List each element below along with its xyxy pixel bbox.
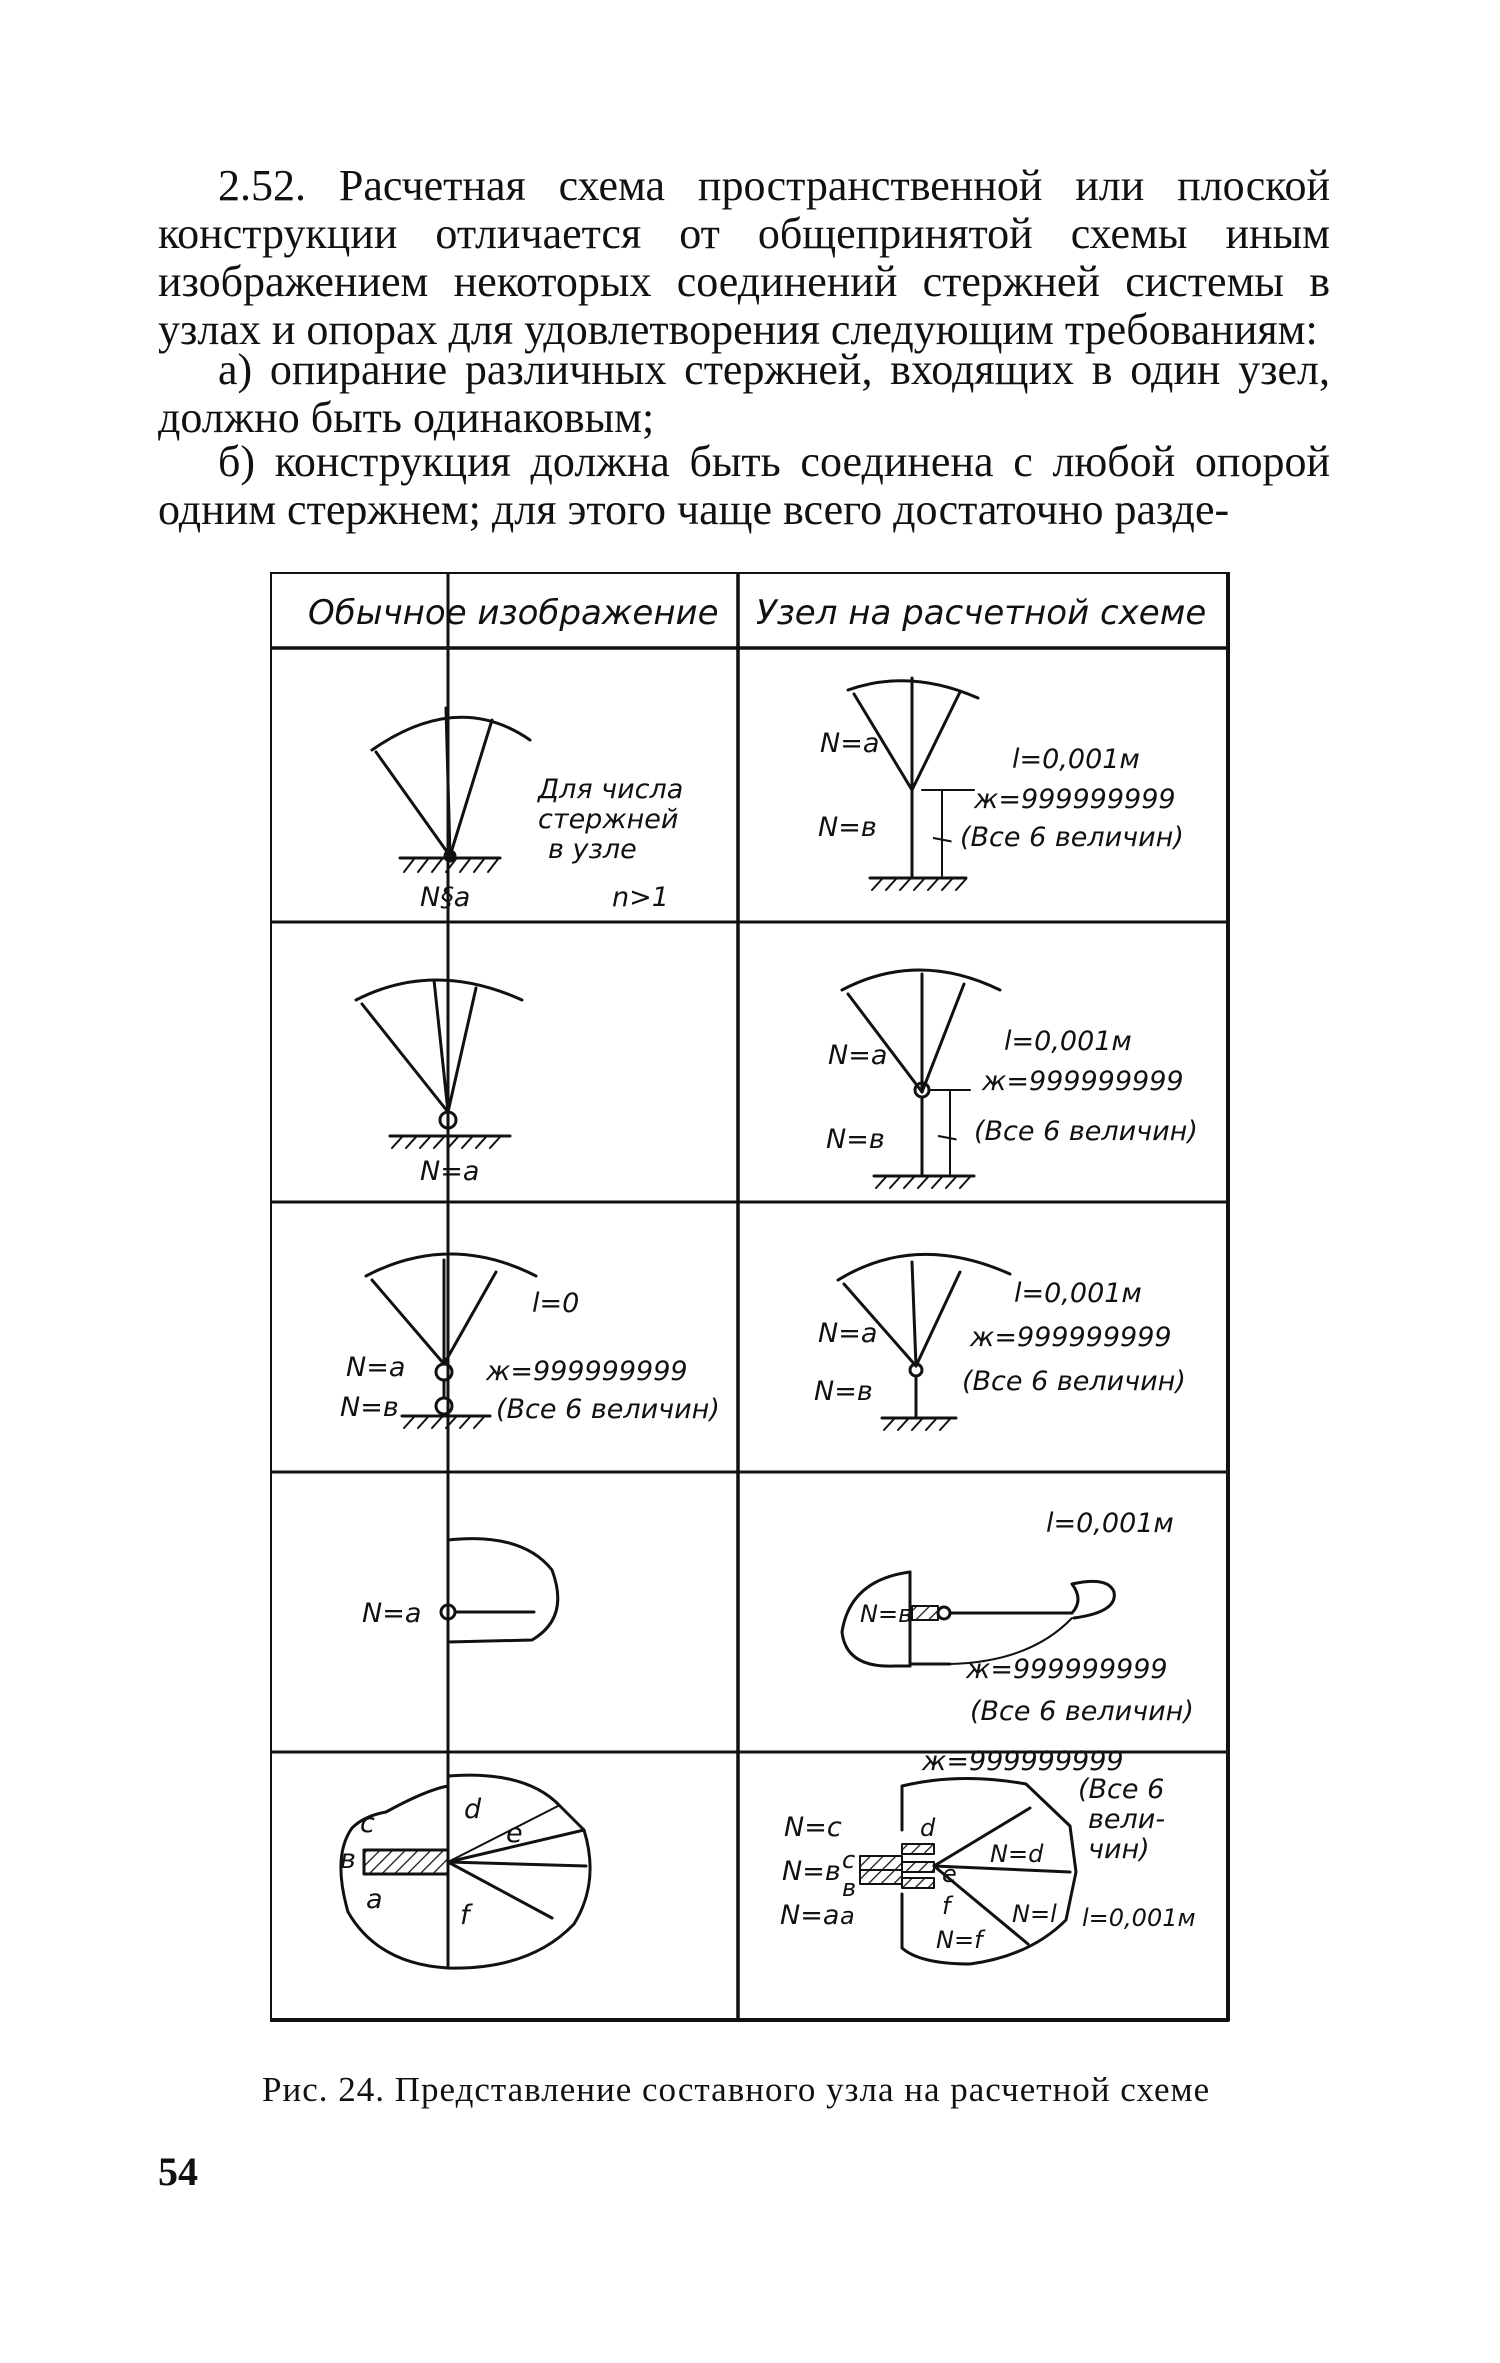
row5-left-c: c	[360, 1808, 375, 1839]
row3-left-zh: ж=999999999	[486, 1356, 688, 1387]
row1-left-cond: n>1	[612, 882, 669, 913]
row2-right-diagram	[826, 970, 1198, 1188]
row5-left-d: d	[464, 1794, 482, 1825]
row2-right-dim: l	[932, 1134, 960, 1141]
row5-right-na: N=a	[780, 1900, 840, 1931]
row1-right-all: (Все 6 величин)	[960, 822, 1184, 853]
row1-left-note-2: стержней	[538, 804, 679, 835]
row4-right-diagram	[842, 1508, 1194, 1727]
header-right: Узел на расчетной схеме	[756, 593, 1207, 633]
row5-left-e: e	[506, 1818, 523, 1849]
row3-left-l: l=0	[532, 1288, 580, 1319]
row5-right-f: f	[942, 1892, 951, 1920]
row5-right-c: c	[842, 1846, 856, 1874]
row5-right-a: a	[840, 1902, 855, 1930]
row2-left-diagram	[356, 980, 522, 1187]
row3-left-nb: N=в	[340, 1392, 399, 1423]
row1-right-diagram	[818, 678, 1184, 890]
row3-right-l: l=0,001м	[1014, 1278, 1142, 1309]
row4-right-zh: ж=999999999	[966, 1654, 1168, 1685]
row1-right-na: N=a	[820, 728, 880, 759]
paragraph-2-52: 2.52. Расчетная схема пространственной или плоской конструкции отличается от общепринятой схемы иным изображением некоторых соединений стержней системы в узлах и опорах для удовлетворения следующим требованиям:	[158, 161, 1330, 354]
row1-right-zh: ж=999999999	[974, 784, 1176, 815]
row4-right-nb: N=в	[860, 1600, 913, 1628]
header-left: Обычное изображение	[308, 593, 719, 633]
row3-left-diagram	[340, 1254, 720, 1428]
row5-right-nb: N=в	[782, 1856, 841, 1887]
row3-right-zh: ж=999999999	[970, 1322, 1172, 1353]
row2-right-nb: N=в	[826, 1124, 885, 1155]
row5-right-all-2: вели-	[1088, 1804, 1166, 1835]
figure-caption: Рис. 24. Представление составного узла на расчетной схеме	[262, 2070, 1211, 2109]
row5-right-l: l=0,001м	[1082, 1904, 1196, 1932]
row1-right-dim: l	[927, 836, 955, 843]
row2-right-all: (Все 6 величин)	[974, 1116, 1198, 1147]
row5-right-zh: ж=999999999	[922, 1746, 1124, 1777]
row3-right-all: (Все 6 величин)	[962, 1366, 1186, 1397]
row5-left-b: в	[340, 1844, 356, 1875]
row3-right-diagram	[814, 1254, 1186, 1430]
row3-right-nb: N=в	[814, 1376, 873, 1407]
row3-left-all: (Все 6 величин)	[496, 1394, 720, 1425]
row4-left-n: N=a	[362, 1598, 422, 1629]
row5-right-nc: N=c	[784, 1812, 842, 1843]
row5-left-a: a	[366, 1884, 383, 1915]
row4-right-all: (Все 6 величин)	[970, 1696, 1194, 1727]
row1-right-nb: N=в	[818, 812, 877, 843]
page-number: 54	[158, 2149, 198, 2194]
row1-left-n: N§a	[420, 882, 471, 913]
row5-right-all-3: чин)	[1088, 1834, 1150, 1865]
row1-left-note-1: Для числа	[538, 774, 684, 805]
row5-right-all-1: (Все 6	[1078, 1774, 1165, 1805]
row5-right-d: d	[920, 1814, 936, 1842]
row3-right-na: N=a	[818, 1318, 878, 1349]
row4-right-l: l=0,001м	[1046, 1508, 1174, 1539]
row5-right-nd: N=d	[990, 1840, 1044, 1868]
row2-right-zh: ж=999999999	[982, 1066, 1184, 1097]
row3-left-na: N=a	[346, 1352, 406, 1383]
row5-right-e: e	[942, 1860, 957, 1888]
paragraph-b: б) конструкция должна быть соединена с любой опорой одним стержнем; для этого чаще всего достаточно разде-	[158, 437, 1330, 534]
row5-left-f: f	[460, 1900, 470, 1931]
paragraph-a: а) опирание различных стержней, входящих в один узел, должно быть одинаковым;	[158, 345, 1330, 442]
row2-right-l: l=0,001м	[1004, 1026, 1132, 1057]
row1-right-l: l=0,001м	[1012, 744, 1140, 775]
row1-left-note-3: в узле	[548, 834, 637, 865]
row5-right-nf: N=f	[936, 1926, 983, 1954]
row1-left-diagram	[372, 708, 683, 913]
row5-right-diagram	[780, 1746, 1196, 1964]
row2-right-na: N=a	[828, 1040, 888, 1071]
row5-right-nl: N=l	[1012, 1900, 1057, 1928]
row2-left-n: N=a	[420, 1156, 480, 1187]
figure-24-table	[270, 572, 1230, 2022]
row4-left-diagram	[362, 1539, 558, 1642]
row5-right-b: в	[842, 1874, 857, 1902]
